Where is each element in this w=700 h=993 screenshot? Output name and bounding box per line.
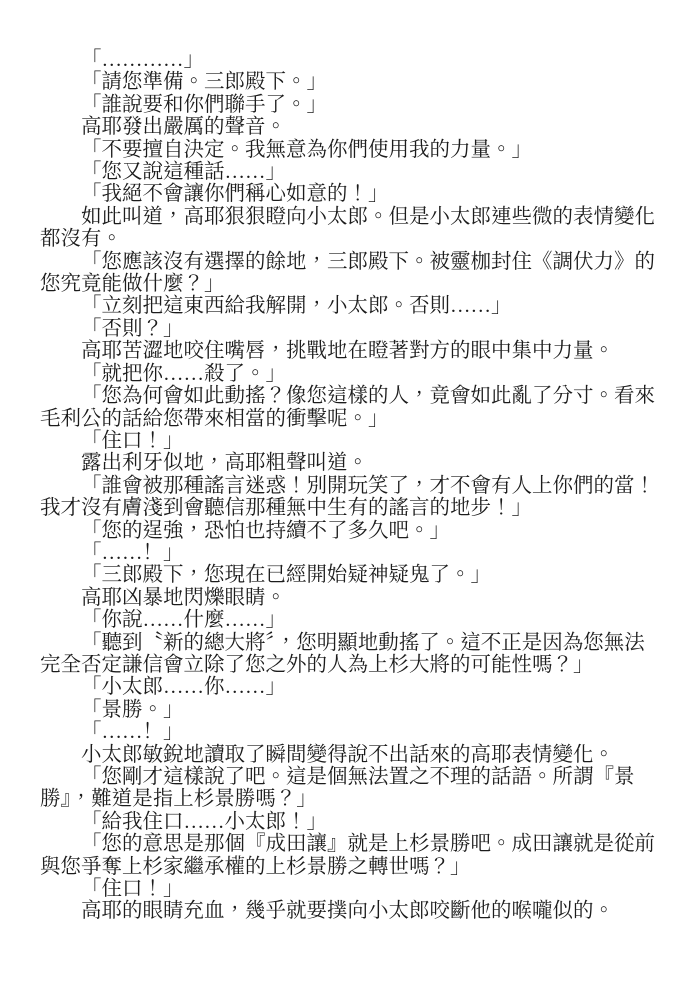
text-line: 「給我住口……小太郎！」 [81,810,327,833]
text-line: 「…………」 [81,49,204,71]
text-line: 「住口！」 [81,878,184,901]
text-line: 「住口！」 [81,429,184,452]
text-line: 「立刻把這東西給我解開，小太郎。否則……」 [81,295,512,318]
text-line: 「否則？」 [81,317,184,340]
text-line: 都沒有。 [40,228,122,251]
text-line: 「你說……什麼……」 [81,609,286,632]
text-line: 「三郎殿下，您現在已經開始疑神疑鬼了。」 [81,564,491,587]
text-line: 「小太郎……你……」 [81,676,286,699]
text-line: 「您又說這種話……」 [81,161,286,184]
text-line: 我才沒有膚淺到會聽信那種無中生有的謠言的地步！」 [40,497,532,520]
text-line: 「誰會被那種謠言迷惑！別開玩笑了，才不會有人上你們的當！ [81,474,655,497]
text-line: 勝』，難道是指上杉景勝嗎？」 [40,788,317,811]
text-line: 高耶的眼睛充血，幾乎就要撲向小太郎咬斷他的喉嚨似的。 [81,900,614,923]
text-line: 「您的意思是那個『成田讓』就是上杉景勝吧。成田讓就是從前 [81,833,655,856]
text-line: 「不要擅自決定。我無意為你們使用我的力量。」 [81,138,532,161]
text-line: 完全否定謙信會立除了您之外的人為上杉大將的可能性嗎？」 [40,653,594,676]
text-line: 「您應該沒有選擇的餘地，三郎殿下。被靈枷封住《調伏力》的 [81,250,655,273]
text-line: 您究竟能做什麼？」 [40,273,225,296]
text-line: 「……！」 [81,541,184,564]
text-line: 如此叫道，高耶狠狠瞪向小太郎。但是小太郎連些微的表情變化 [81,205,655,228]
text-line: 毛利公的話給您帶來相當的衝擊呢。」 [40,407,389,430]
text-line: 「誰說要和你們聯手了。」 [81,93,327,116]
text-line: 「我絕不會讓你們稱心如意的！」 [81,183,389,206]
text-line: 高耶苦澀地咬住嘴唇，挑戰地在瞪著對方的眼中集中力量。 [81,340,614,363]
text-line: 高耶發出嚴厲的聲音。 [81,116,286,139]
text-line: 小太郎敏銳地讀取了瞬間變得說不出話來的高耶表情變化。 [81,743,614,766]
text-line: 「您為何會如此動搖？像您這樣的人，竟會如此亂了分寸。看來 [81,385,655,408]
text-line: 「請您準備。三郎殿下。」 [81,71,327,94]
text-line: 露出利牙似地，高耶粗聲叫道。 [81,452,368,475]
text-line: 「您的逞強，恐怕也持續不了多久吧。」 [81,519,450,542]
text-line: 「聽到〝新的總大將〞，您明顯地動搖了。這不正是因為您無法 [81,631,645,654]
text-line: 與您爭奪上杉家繼承權的上杉景勝之轉世嗎？」 [40,855,471,878]
text-line: 「景勝。」 [81,698,184,721]
text-column [40,49,668,923]
text-line: 「就把你……殺了。」 [81,362,286,385]
text-line: 高耶凶暴地閃爍眼睛。 [81,586,286,609]
text-line: 「您剛才這樣說了吧。這是個無法置之不理的話語。所謂『景 [81,766,635,788]
text-line: 「……！」 [81,721,184,744]
